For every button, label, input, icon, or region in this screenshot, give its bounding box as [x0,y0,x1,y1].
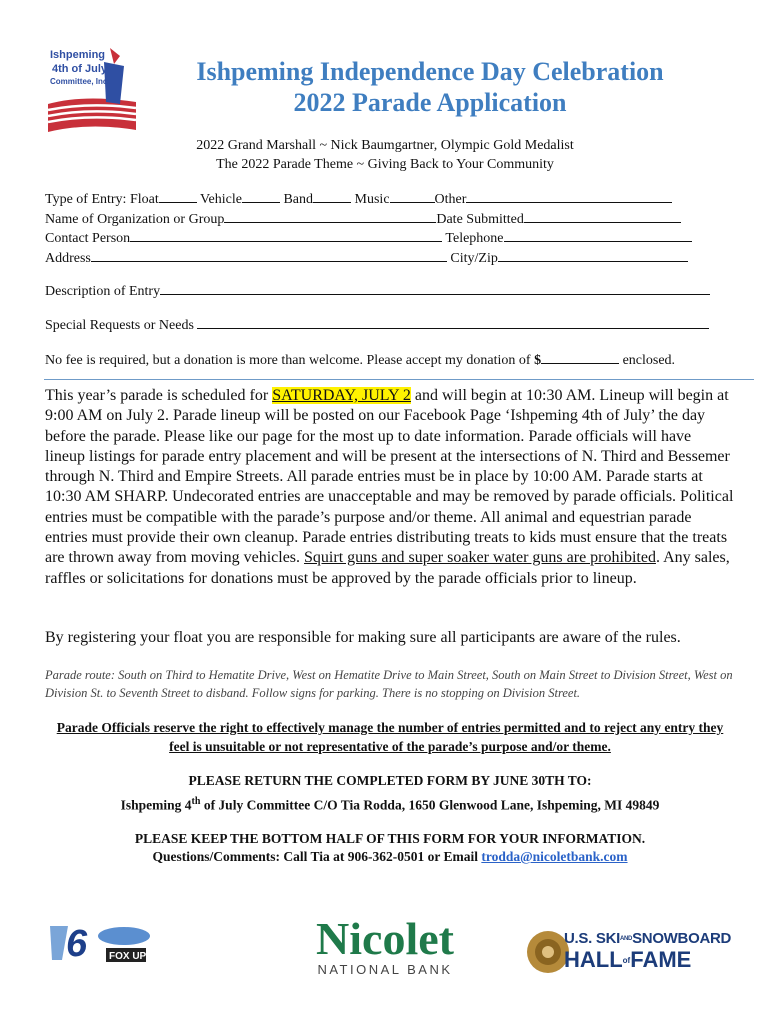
address-field[interactable] [91,248,447,262]
parade-date: SATURDAY, JULY 2 [272,387,411,404]
org-label: Name of Organization or Group [45,211,225,227]
band-field[interactable] [313,189,351,203]
donation-row [45,350,675,370]
music-field[interactable] [390,189,435,203]
parade-route: Parade route: South on Third to Hematite Drive, West on Hematite Drive to Main Street, South on Main Street to Division Street, West on Division St. to Seventh Street to disband. Follow signs for parking. There is no stopping on Division Street. [45,668,733,700]
contact-field[interactable] [130,228,442,242]
title-line2: 2022 Parade Application [293,88,567,117]
band-label: Band [283,192,314,207]
registration-note: By registering your float you are responsible for making sure all participants are aware of the rules. [45,629,681,646]
entry-form [45,189,692,267]
other-field[interactable] [466,189,672,203]
date-label: Date Submitted [436,211,524,227]
special-row [45,315,709,335]
squirt-gun-rule: Squirt guns and super soaker water guns are prohibited [304,549,656,567]
officials-notice: Parade Officials reserve the right to effectively manage the number of entries permitted and to reject any entry they feel is unsuitable or not representative of the parade’s purpose and/or theme. [56,720,724,754]
grand-marshall: 2022 Grand Marshall ~ Nick Baumgartner, Olympic Gold Medalist [196,138,574,153]
tv6-number: 6 [66,923,88,965]
special-label: Special Requests or Needs [45,318,194,333]
telephone-label: Telephone [445,231,504,247]
float-label: Float [129,192,159,207]
special-field[interactable] [197,315,709,329]
org-row [45,209,692,229]
donation-suffix: enclosed. [622,353,676,368]
keep-notice: PLEASE KEEP THE BOTTOM HALF OF THIS FORM FOR YOUR INFORMATION. [134,831,646,846]
hall-line2: HALLofFAME [564,947,692,972]
donation-text: No fee is required, but a donation is more than welcome. Please accept my donation of [45,353,531,368]
contact-label: Contact Person [45,231,131,247]
address-row [45,248,692,268]
contact-row [45,228,692,248]
telephone-field[interactable] [504,228,692,242]
divider [44,379,754,380]
other-label: Other [434,192,467,207]
description-field[interactable] [160,281,710,295]
committee-logo [44,44,140,136]
page-title [150,56,710,118]
music-label: Music [354,192,390,207]
return-address: Ishpeming 4th of July Committee C/O Tia Rodda, 1650 Glenwood Lane, Ishpeming, MI 49849 [120,796,660,813]
entry-type-label: Type of Entry: [45,192,127,207]
address-label: Address [45,250,91,266]
logo-line1: Ishpeming [50,49,106,61]
nicolet-sub: NATIONAL BANK [317,962,453,977]
entry-type-row [45,189,692,209]
dollar-sign: $ [534,353,542,368]
email-link[interactable]: trodda@nicoletbank.com [481,849,628,864]
date-field[interactable] [524,209,681,223]
nicolet-logo [305,913,465,978]
return-heading: PLEASE RETURN THE COMPLETED FORM BY JUNE 30TH TO: [188,773,592,788]
title-line1: Ishpeming Independence Day Celebration [196,57,664,86]
ski-hall-of-fame-logo [524,928,732,976]
parade-theme: The 2022 Parade Theme ~ Giving Back to Your Community [216,157,554,172]
subtitle [150,136,620,174]
nicolet-main: Nicolet [316,913,454,964]
donation-field[interactable] [541,350,619,364]
vehicle-field[interactable] [242,189,280,203]
description-row [45,281,710,301]
fox-text: FOX UP [109,951,147,962]
rules-paragraph: This year’s parade is scheduled for SATURDAY, JULY 2 and will begin at 10:30 AM. Lineup will begin at 9:00 AM on July 2. Parade lineup will be posted on our Facebook Page ‘Ishpeming 4th of July’ the day before the parade. Please like our page for the most up to date information. Parade officials will have lineup listings for parade entry placement and will be present at the intersections of N. Third and Bessemer through N. Third and Empire Streets. All parade entries must be in place by 10:00 AM. Parade starts at 10:30 AM SHARP. Undecorated entries are unacceptable and may be removed by parade officials. Political entries must be compatible with the parade’s purpose and/or theme. All animal and equestrian parade entries must provide their own cleanup. Parade entries distributing treats to kids must ensure that the treats are thrown away from moving vehicles. Squirt guns and super soaker water guns are prohibited. Any sales, raffles or solicitations for donations must be approved by the parade officials prior to lineup. [45,387,734,587]
logo-line2: 4th of July [52,63,108,75]
float-field[interactable] [159,189,197,203]
questions-line: Questions/Comments: Call Tia at 906-362-0501 or Email trodda@nicoletbank.com [152,849,628,864]
logo-line3: Committee, Inc. [50,77,110,86]
cityzip-field[interactable] [498,248,688,262]
hall-line1: U.S. SKIANDSNOWBOARD [564,930,732,947]
vehicle-label: Vehicle [199,192,242,207]
description-label: Description of Entry [45,284,161,299]
org-field[interactable] [224,209,436,223]
cityzip-label: City/Zip [450,250,498,266]
tv6-logo [46,916,156,966]
